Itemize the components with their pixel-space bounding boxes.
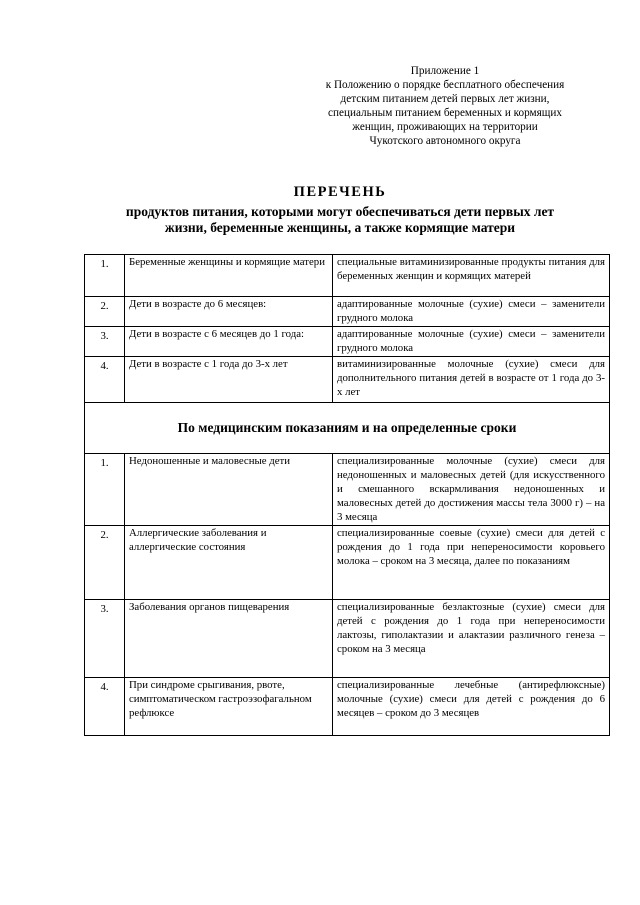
appendix-line: специальным питанием беременных и кормящих: [328, 107, 562, 119]
section-row: [85, 403, 610, 454]
row-product: специализированные безлактозные (сухие) смеси для детей с рождения до 1 года при непереносимости лактозы, гиполактазии и алактазии различного генеза – сроком на 3 месяца: [333, 600, 610, 678]
appendix-line: к Положению о порядке бесплатного обеспечения: [325, 79, 565, 91]
row-product: специализированные соевые (сухие) смеси для детей с рождения до 1 года при непереносимости коровьего молока – сроком на 3 месяца, далее по показаниям: [333, 526, 610, 600]
appendix-header: [300, 64, 590, 148]
row-category: При синдроме срыгивания, рвоте, симптоматическом гастроэзофагальном рефлюксе: [125, 678, 333, 736]
row-number: 4.: [85, 357, 125, 403]
appendix-line: Чукотского автономного округа: [369, 135, 521, 147]
table-row: [85, 297, 610, 327]
table-row: [85, 357, 610, 403]
row-number: 3.: [85, 600, 125, 678]
row-category: Заболевания органов пищеварения: [125, 600, 333, 678]
row-category: Недоношенные и маловесные дети: [125, 454, 333, 526]
row-category: Беременные женщины и кормящие матери: [125, 255, 333, 297]
table-row: [85, 327, 610, 357]
table-row: [85, 600, 610, 678]
row-number: 3.: [85, 327, 125, 357]
products-table: [84, 254, 610, 736]
section-heading: По медицинским показаниям и на определенные сроки: [85, 403, 610, 454]
row-number: 2.: [85, 297, 125, 327]
document-title: ПЕРЕЧЕНЬ: [293, 184, 387, 200]
row-category: Дети в возрасте с 1 года до 3-х лет: [125, 357, 333, 403]
table-row: [85, 678, 610, 736]
row-number: 1.: [85, 255, 125, 297]
appendix-line: женщин, проживающих на территории: [352, 121, 538, 133]
subtitle-line: продуктов питания, которыми могут обеспечиваться дети первых лет: [125, 204, 555, 219]
row-product: специальные витаминизированные продукты питания для беременных женщин и кормящих матерей: [333, 255, 610, 297]
row-number: 4.: [85, 678, 125, 736]
table-row: [85, 255, 610, 297]
table-row: [85, 454, 610, 526]
row-category: Дети в возрасте до 6 месяцев:: [125, 297, 333, 327]
row-product: специализированные молочные (сухие) смеси для недоношенных и маловесных детей (для искусственного и смешанного вскармливания недоношенных и маловесных детей до достижения массы тела 3000 г) – на 3 месяца: [333, 454, 610, 526]
row-number: 1.: [85, 454, 125, 526]
row-product: адаптированные молочные (сухие) смеси – заменители грудного молока: [333, 327, 610, 357]
table-row: [85, 526, 610, 600]
document-subtitle: [60, 204, 620, 236]
appendix-line: детским питанием детей первых лет жизни,: [340, 93, 550, 105]
row-product: витаминизированные молочные (сухие) смеси для дополнительного питания детей в возрасте от 1 года до 3-х лет: [333, 357, 610, 403]
row-product: адаптированные молочные (сухие) смеси – заменители грудного молока: [333, 297, 610, 327]
appendix-line: Приложение 1: [410, 65, 480, 77]
row-number: 2.: [85, 526, 125, 600]
row-category: Аллергические заболевания и аллергические состояния: [125, 526, 333, 600]
subtitle-line: жизни, беременные женщины, а также кормящие матери: [164, 220, 516, 235]
row-product: специализированные лечебные (антирефлюксные) молочные (сухие) смеси для детей с рождения до 6 месяцев – сроком до 3 месяцев: [333, 678, 610, 736]
row-category: Дети в возрасте с 6 месяцев до 1 года:: [125, 327, 333, 357]
